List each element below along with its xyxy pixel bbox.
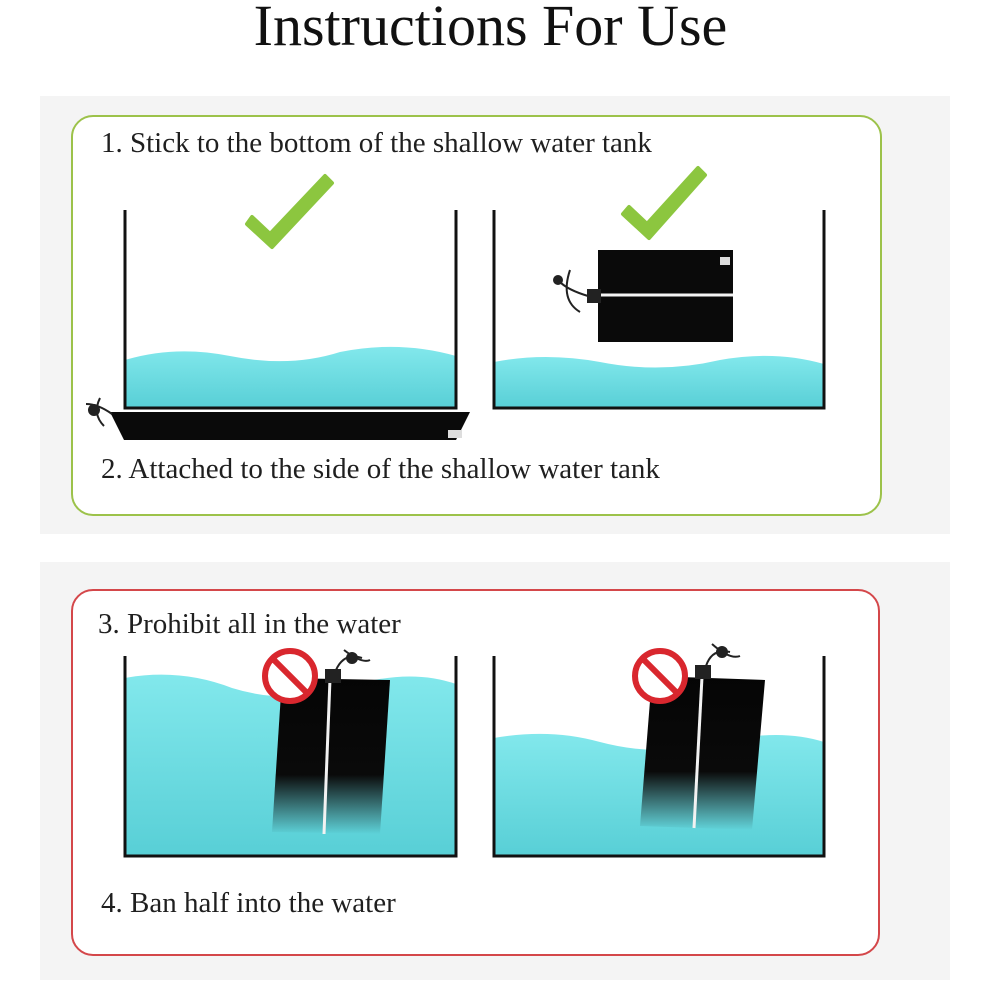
- cable-plug-icon: [696, 644, 740, 678]
- heat-mat: [110, 412, 470, 440]
- cable-plug-icon: [86, 398, 112, 426]
- tank-bottom-mat-illustration: [86, 210, 470, 440]
- step-3-instruction: [98, 607, 401, 641]
- step-4-text: Ban half into the water: [130, 887, 396, 919]
- water: [125, 347, 456, 408]
- mat-label: [448, 430, 462, 438]
- step-2-number: 2.: [101, 453, 123, 485]
- step-1-instruction: [101, 126, 652, 160]
- step-4-instruction: [101, 886, 396, 920]
- check-icon: [247, 176, 332, 247]
- step-3-text: Prohibit all in the water: [127, 608, 401, 640]
- step-4-number: 4.: [101, 887, 123, 919]
- step-1-text: Stick to the bottom of the shallow water tank: [130, 127, 652, 159]
- check-icon: [623, 168, 705, 238]
- page-title: Instructions For Use: [253, 0, 728, 58]
- tank-side-mat-illustration: [494, 210, 824, 408]
- water: [494, 356, 824, 408]
- prohibited-icon: [265, 651, 315, 701]
- prohibited-icon: [635, 651, 685, 701]
- step-1-number: 1.: [101, 127, 123, 159]
- step-3-number: 3.: [98, 608, 120, 640]
- cable-plug-icon: [326, 650, 370, 682]
- step-2-text: Attached to the side of the shallow water tank: [128, 453, 660, 485]
- step-2-instruction: [101, 452, 660, 486]
- cable-plug-icon: [554, 270, 600, 312]
